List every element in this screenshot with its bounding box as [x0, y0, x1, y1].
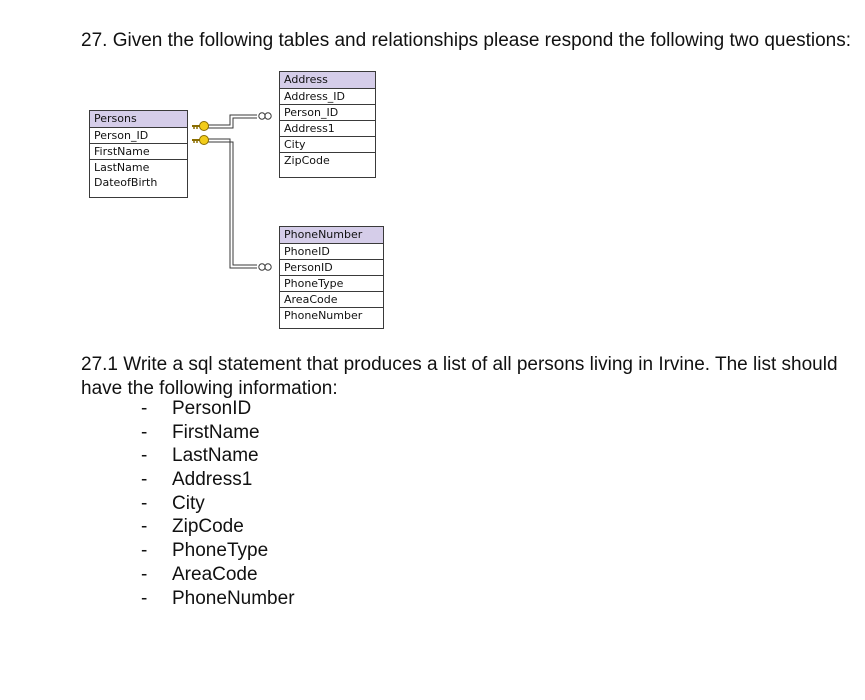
list-item-label: PersonID — [172, 398, 252, 419]
table-field: PhoneNumber — [280, 307, 383, 323]
infinity-icon — [259, 264, 271, 270]
list-item-label: PhoneNumber — [172, 587, 295, 609]
sub-question-text: 27.1 Write a sql statement that produces a list of all persons living in Irvine. The list should have the following information: — [81, 354, 838, 399]
list-item-label: ZipCode — [172, 516, 244, 538]
table-field: FirstName — [90, 143, 187, 159]
table-field: AreaCode — [280, 291, 383, 307]
key-icon — [192, 122, 209, 131]
list-item-label: PhoneType — [172, 540, 269, 562]
address-table — [279, 71, 376, 178]
table-header: Persons — [90, 111, 187, 127]
list-item — [141, 468, 295, 492]
list-bullet: - — [141, 421, 148, 443]
question-heading: 27. Given the following tables and relationships please respond the following two questions: — [81, 30, 851, 51]
table-field: City — [280, 136, 375, 152]
table-field: Address1 — [280, 120, 375, 136]
list-item-label: City — [172, 492, 205, 514]
list-item-label: AreaCode — [172, 563, 258, 585]
infinity-icon — [259, 113, 271, 119]
persons-address-relationship — [208, 115, 257, 128]
table-field: Person_ID — [280, 104, 375, 120]
phone-number-table — [279, 226, 384, 329]
table-field: LastName — [90, 159, 187, 175]
list-item — [141, 397, 295, 421]
table-field: Address_ID — [280, 88, 375, 104]
persons-phone-relationship — [208, 139, 257, 268]
table-field: PhoneType — [280, 275, 383, 291]
table-field: DateofBirth — [94, 176, 158, 189]
list-item-label: FirstName — [172, 421, 260, 443]
list-bullet: - — [141, 516, 148, 538]
persons-table — [89, 110, 188, 198]
list-item-label: Address1 — [172, 469, 253, 491]
table-header: Address — [280, 72, 375, 88]
list-bullet: - — [141, 587, 148, 609]
table-field: PersonID — [280, 259, 383, 275]
list-bullet: - — [141, 398, 148, 419]
list-item — [141, 563, 295, 587]
list-bullet: - — [141, 540, 148, 562]
list-bullet: - — [141, 469, 148, 491]
key-icon — [192, 136, 209, 145]
table-field: ZipCode — [280, 152, 375, 168]
list-bullet: - — [141, 445, 148, 467]
list-item-label: LastName — [172, 445, 259, 467]
list-item — [141, 492, 295, 516]
table-field: PhoneID — [280, 243, 383, 259]
list-bullet: - — [141, 492, 148, 514]
list-item — [141, 539, 295, 563]
table-field: Person_ID — [90, 127, 187, 143]
list-item — [141, 587, 295, 611]
required-fields-list — [141, 397, 295, 610]
list-bullet: - — [141, 563, 148, 585]
list-item — [141, 515, 295, 539]
list-item — [141, 444, 295, 468]
list-item — [141, 421, 295, 445]
table-header: PhoneNumber — [280, 227, 383, 243]
